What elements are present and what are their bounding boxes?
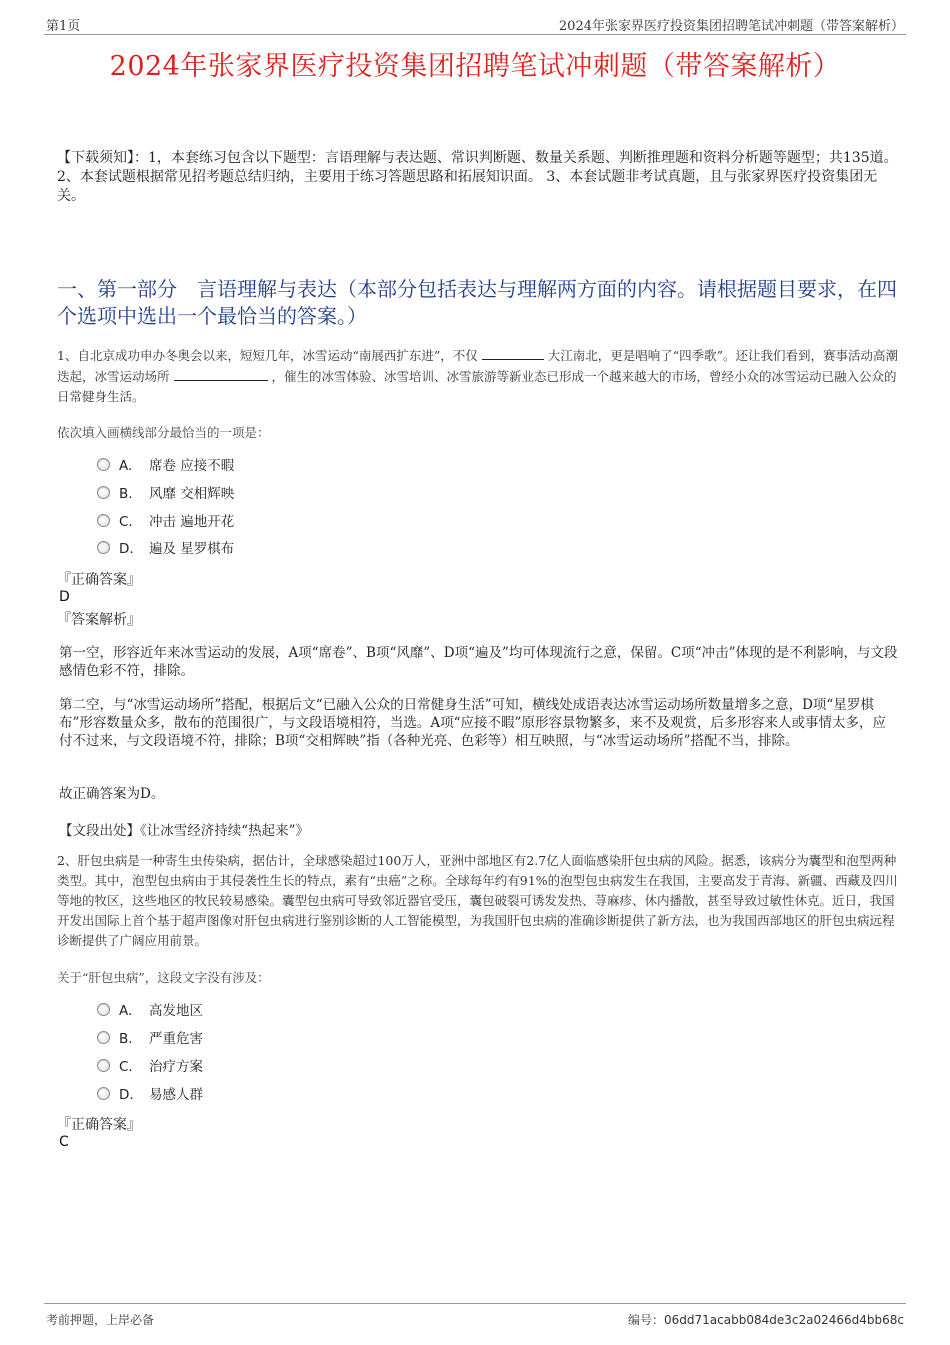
document-title: 2024年张家界医疗投资集团招聘笔试冲刺题（带答案解析）: [109, 51, 841, 82]
q1-analysis-paragraph-1: 第一空，形容近年来冰雪运动的发展，A项“席卷”、B项“风靡”、D项“遍及”均可体现流行之意，保留。C项“冲击”体现的是不利影响，与文段感情色彩不符，排除。: [59, 645, 898, 679]
q2-option-a[interactable]: A. 高发地区: [97, 1001, 203, 1021]
fill-blank-1: [482, 345, 544, 360]
footer-code: 编号：06dd71acabb084de3c2a02466d4bb68c: [628, 1313, 904, 1327]
fill-blank-2: [174, 366, 268, 381]
q1-answer: D: [59, 589, 70, 605]
radio-icon[interactable]: [97, 458, 110, 471]
q1-option-a[interactable]: A. 席卷 应接不暇: [97, 456, 234, 476]
q2-option-d[interactable]: D. 易感人群: [97, 1085, 203, 1105]
question-1-text: [57, 345, 901, 407]
q2-option-c[interactable]: C. 治疗方案: [97, 1057, 203, 1077]
q2-answer-label: 『正确答案』: [57, 1117, 141, 1133]
download-notice: 【下载须知】：1，本套练习包含以下题型：言语理解与表达题、常识判断题、数量关系题、判断推理题和资料分析题等题型；共135道。 2、本套试题根据常见招考题总结归纳，主要用于练习答题思路和拓展知识面。 3、本套试题非考试真题，且与张家界医疗投资集团无关。: [57, 150, 898, 204]
section-heading: 一、第一部分 言语理解与表达（本部分包括表达与理解两方面的内容。请根据题目要求，在四个选项中选出一个最恰当的答案。）: [57, 277, 897, 328]
radio-icon[interactable]: [97, 1087, 110, 1100]
page-number: 第1页: [46, 19, 81, 34]
q1-analysis-label: 『答案解析』: [57, 612, 141, 628]
radio-icon[interactable]: [97, 541, 110, 554]
q1-source: 【文段出处】《让冰雪经济持续“热起来”》: [59, 823, 310, 839]
radio-icon[interactable]: [97, 1003, 110, 1016]
question-1-text-part-b: 大江南北，更是唱响了“四季歌”。还让我们看到，赛事活动高潮迭起，冰雪运动场所: [57, 348, 899, 384]
q1-answer-label: 『正确答案』: [57, 572, 141, 588]
q2-answer: C: [59, 1134, 69, 1150]
radio-icon[interactable]: [97, 1031, 110, 1044]
radio-icon[interactable]: [97, 1059, 110, 1072]
q1-option-c[interactable]: C. 冲击 遍地开花: [97, 512, 234, 532]
question-2-stem: 关于“肝包虫病”，这段文字没有涉及：: [57, 970, 270, 985]
question-1-text-part-c: ，催生的冰雪体验、冰雪培训、冰雪旅游等新业态已形成一个越来越大的市场，曾经小众的冰雪运动已融入公众的日常健身生活。: [57, 369, 897, 404]
question-1-text-part-a: 1、自北京成功申办冬奥会以来，短短几年，冰雪运动“南展西扩东进”，不仅: [57, 348, 478, 363]
page-header: [44, 14, 906, 35]
question-1-stem: 依次填入画横线部分最恰当的一项是：: [57, 425, 270, 440]
page-footer: [44, 1303, 906, 1326]
q1-option-b[interactable]: B. 风靡 交相辉映: [97, 484, 234, 504]
q1-option-d[interactable]: D. 遍及 星罗棋布: [97, 539, 234, 559]
q1-analysis-paragraph-2: 第二空，与“冰雪运动场所”搭配，根据后文“已融入公众的日常健身生活”可知，横线处成语表达冰雪运动场所数量增多之意，D项“星罗棋布”形容数量众多，散布的范围很广，与文段语境相符，当选。A项“应接不暇”原形容景物繁多，来不及观赏，后多形容来人或事情太多，应付不过来，与文段语境不符，排除；B项“交相辉映”指（各种光亮、色彩等）相互映照，与“冰雪运动场所”搭配不当，排除。: [59, 697, 886, 749]
q1-conclusion: 故正确答案为D。: [59, 786, 165, 802]
q2-option-b[interactable]: B. 严重危害: [97, 1029, 203, 1049]
header-doc-title: 2024年张家界医疗投资集团招聘笔试冲刺题（带答案解析）: [558, 19, 904, 34]
radio-icon[interactable]: [97, 486, 110, 499]
radio-icon[interactable]: [97, 514, 110, 527]
question-2-text: 2、肝包虫病是一种寄生虫传染病，据估计，全球感染超过100万人，亚洲中部地区有2.7亿人面临感染肝包虫病的风险。据悉，该病分为囊型和泡型两种类型。其中，泡型包虫病由于其侵袭性生长的特点，素有“虫癌”之称。全球每年约有91%的泡型包虫病发生在我国，主要高发于青海、新疆、西藏及四川等地的牧区，这些地区的牧民较易感染。囊型包虫病可导致邻近器官受压，囊包破裂可诱发发热、荨麻疹、休内播散，甚至导致过敏性休克。近日，我国开发出国际上首个基于超声图像对肝包虫病进行鉴别诊断的人工智能模型，为我国肝包虫病的准确诊断提供了新方法，也为我国西部地区的肝包虫病远程诊断提供了广阔应用前景。: [57, 853, 898, 948]
footer-slogan: 考前押题，上岸必备: [46, 1313, 155, 1327]
